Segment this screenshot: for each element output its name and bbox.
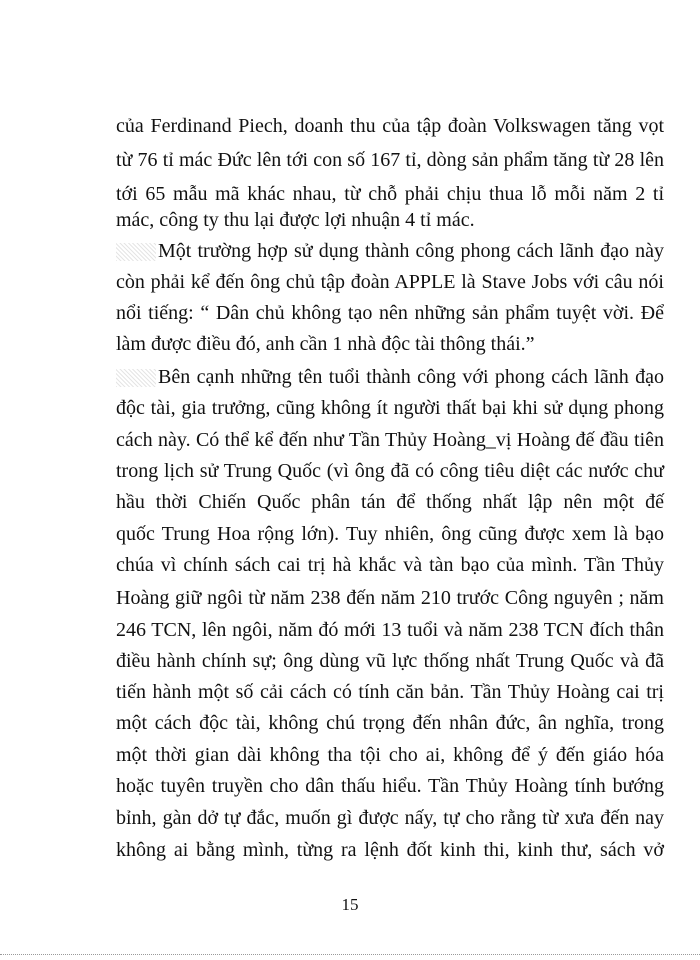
page-bottom-divider: [0, 954, 700, 955]
paragraph-3-line-4: trong lịch sử Trung Quốc (vì ông đã có công tiêu diệt các nước chư: [116, 460, 664, 482]
paragraph-3-line-12: một cách độc tài, không chú trọng đến nhân đức, ân nghĩa, trong: [116, 712, 664, 734]
paragraph-3-line-2: độc tài, gia trưởng, cũng không ít người thất bại khi sử dụng phong: [116, 397, 664, 419]
paragraph-1-line-3: tới 65 mẫu mã khác nhau, từ chỗ phải chịu thua lỗ mỗi năm 2 tỉ: [116, 183, 664, 205]
paragraph-1-line-4: mác, công ty thu lại được lợi nhuận 4 tỉ mác.: [116, 209, 475, 231]
paragraph-3-line-16: không ai bằng mình, từng ra lệnh đốt kinh thi, kinh thư, sách vở: [116, 839, 664, 861]
paragraph-3-line-6: quốc Trung Hoa rộng lớn). Tuy nhiên, ông cũng được xem là bạo: [116, 523, 664, 545]
paragraph-3-line-10: điều hành chính sự; ông dùng vũ lực thống nhất Trung Quốc và đã: [116, 650, 664, 672]
paragraph-3-line-7: chúa vì chính sách cai trị hà khắc và tàn bạo của mình. Tần Thủy: [116, 554, 664, 576]
paragraph-2-line-1: Một trường hợp sử dụng thành công phong cách lãnh đạo này: [158, 240, 664, 262]
paragraph-3-line-14: hoặc tuyên truyền cho dân thấu hiểu. Tần Thủy Hoàng tính bướng: [116, 775, 664, 797]
paragraph-2-line-2: còn phải kể đến ông chủ tập đoàn APPLE là Stave Jobs với câu nói: [116, 271, 664, 293]
paragraph-3-line-1: Bên cạnh những tên tuổi thành công với phong cách lãnh đạo: [158, 366, 664, 388]
paragraph-3-line-9: 246 TCN, lên ngôi, năm đó mới 13 tuổi và năm 238 TCN đích thân: [116, 619, 664, 641]
paragraph-3-line-13: một thời gian dài không tha tội cho ai, không để ý đến giáo hóa: [116, 744, 664, 766]
paragraph-3-line-11: tiến hành một số cải cách có tính căn bản. Tần Thủy Hoàng cai trị: [116, 681, 664, 703]
page-number: 15: [341, 895, 359, 914]
paragraph-1-line-2: từ 76 tỉ mác Đức lên tới con số 167 tỉ, dòng sản phẩm tăng từ 28 lên: [116, 149, 664, 171]
paragraph-3-line-8: Hoàng giữ ngôi từ năm 238 đến năm 210 trước Công nguyên ; năm: [116, 587, 664, 609]
paragraph-2-line-4: làm được điều đó, anh cần 1 nhà độc tài thông thái.”: [116, 333, 535, 355]
paragraph-3-line-5: hầu thời Chiến Quốc phân tán để thống nhất lập nên một đế: [116, 491, 664, 513]
paragraph-3-line-15: bỉnh, gàn dở tự đắc, muốn gì được nấy, tự cho rằng từ xưa đến nay: [116, 807, 664, 829]
paragraph-2-line-3: nổi tiếng: “ Dân chủ không tạo nên những sản phẩm tuyệt vời. Để: [116, 302, 664, 324]
paragraph-3-line-3: cách này. Có thể kể đến như Tần Thủy Hoàng_vị Hoàng đế đầu tiên: [116, 429, 664, 451]
paragraph-1-line-1: của Ferdinand Piech, doanh thu của tập đoàn Volkswagen tăng vọt: [116, 115, 664, 137]
paragraph-indent-marker: [116, 243, 156, 261]
paragraph-indent-marker: [116, 369, 156, 387]
